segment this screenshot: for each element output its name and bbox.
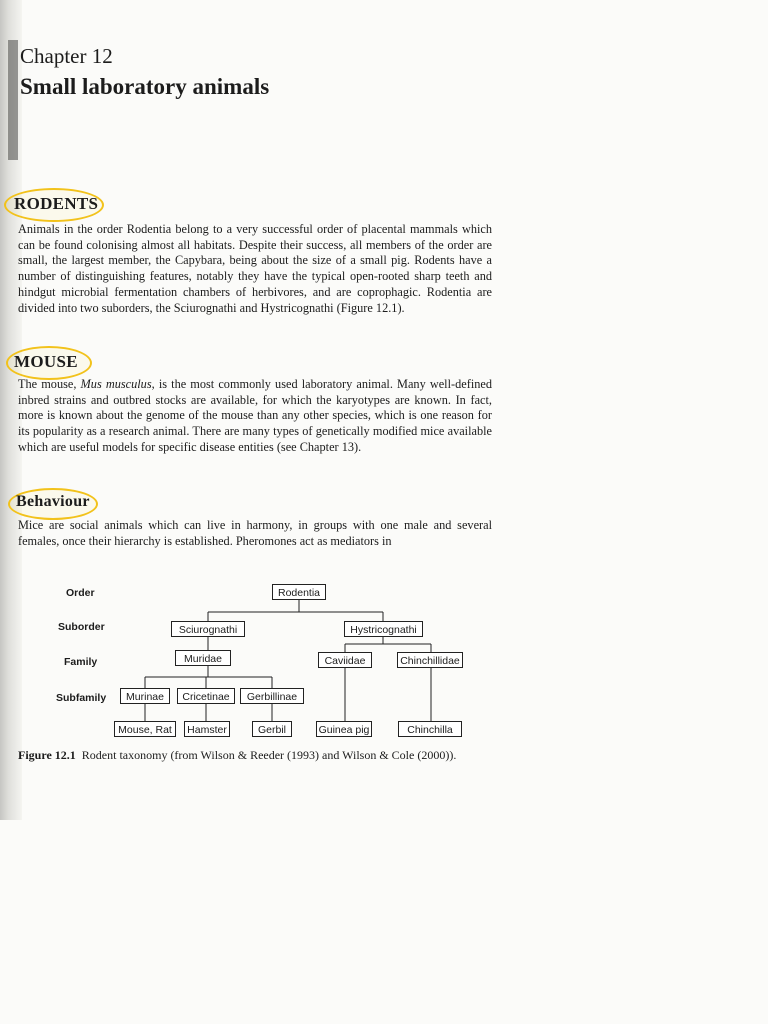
node-hystricognathi: Hystricognathi (344, 621, 423, 637)
rank-family: Family (64, 656, 98, 668)
paragraph-rodents: Animals in the order Rodentia belong to a very successful order of placental mammals which can be found colonising almost all habitats. Despite their success, all members of the order are small, the largest member, the Capybara, being about the size of a small pig. Rodents have a number of distinguishing features, notably they have the typical open-rooted sharp teeth and hindgut microbial fermentation chambers of herbivores, and are coprophagic. Rodentia are divided into two suborders, the Sciurognathi and Hystricognathi (Figure 12.1). (18, 222, 492, 315)
rank-subfamily: Subfamily (56, 692, 107, 704)
node-mouse-rat: Mouse, Rat (114, 721, 176, 737)
chapter-title: Small laboratory animals (20, 74, 270, 99)
section-heading-mouse: MOUSE (14, 352, 78, 371)
node-murinae: Murinae (120, 688, 170, 704)
node-gerbil: Gerbil (252, 721, 292, 737)
node-guinea-pig: Guinea pig (316, 721, 372, 737)
node-sciurognathi: Sciurognathi (171, 621, 245, 637)
chapter-label: Chapter 12 (20, 44, 113, 68)
species-name: Mus musculus (80, 377, 152, 391)
node-gerbillinae: Gerbillinae (240, 688, 304, 704)
node-hamster: Hamster (184, 721, 230, 737)
node-muridae: Muridae (175, 650, 231, 666)
scan-gutter-mark (8, 40, 18, 160)
figure-caption-text: Rodent taxonomy (from Wilson & Reeder (1993) and Wilson & Cole (2000)). (81, 748, 457, 762)
rank-suborder: Suborder (58, 621, 105, 633)
mouse-text-before: The mouse, (18, 377, 81, 391)
rank-order: Order (66, 587, 95, 599)
taxonomy-connectors (0, 575, 768, 745)
figure-caption-label: Figure 12.1 (18, 748, 76, 762)
mouse-text-after: , is the most commonly used laboratory animal. Many well-defined inbred strains and outbred stocks are available, for which the karyotypes are known. In fact, more is known about the genome of the mouse than any other species, which is one reason for its popularity as a research animal. There are many types of genetically modified mice available which are useful models for specific disease entities (see Chapter 13). (18, 377, 492, 454)
section-heading-rodents: RODENTS (14, 194, 99, 213)
node-chinchilla: Chinchilla (398, 721, 462, 737)
node-cricetinae: Cricetinae (177, 688, 235, 704)
node-caviidae: Caviidae (318, 652, 372, 668)
figure-caption (18, 748, 456, 763)
paragraph-mouse (18, 377, 492, 456)
node-chinchillidae: Chinchillidae (397, 652, 463, 668)
section-heading-behaviour: Behaviour (16, 493, 90, 510)
node-rodentia: Rodentia (272, 584, 326, 600)
paragraph-behaviour: Mice are social animals which can live in harmony, in groups with one male and several females, once their hierarchy is established. Pheromones act as mediators in (18, 518, 492, 548)
